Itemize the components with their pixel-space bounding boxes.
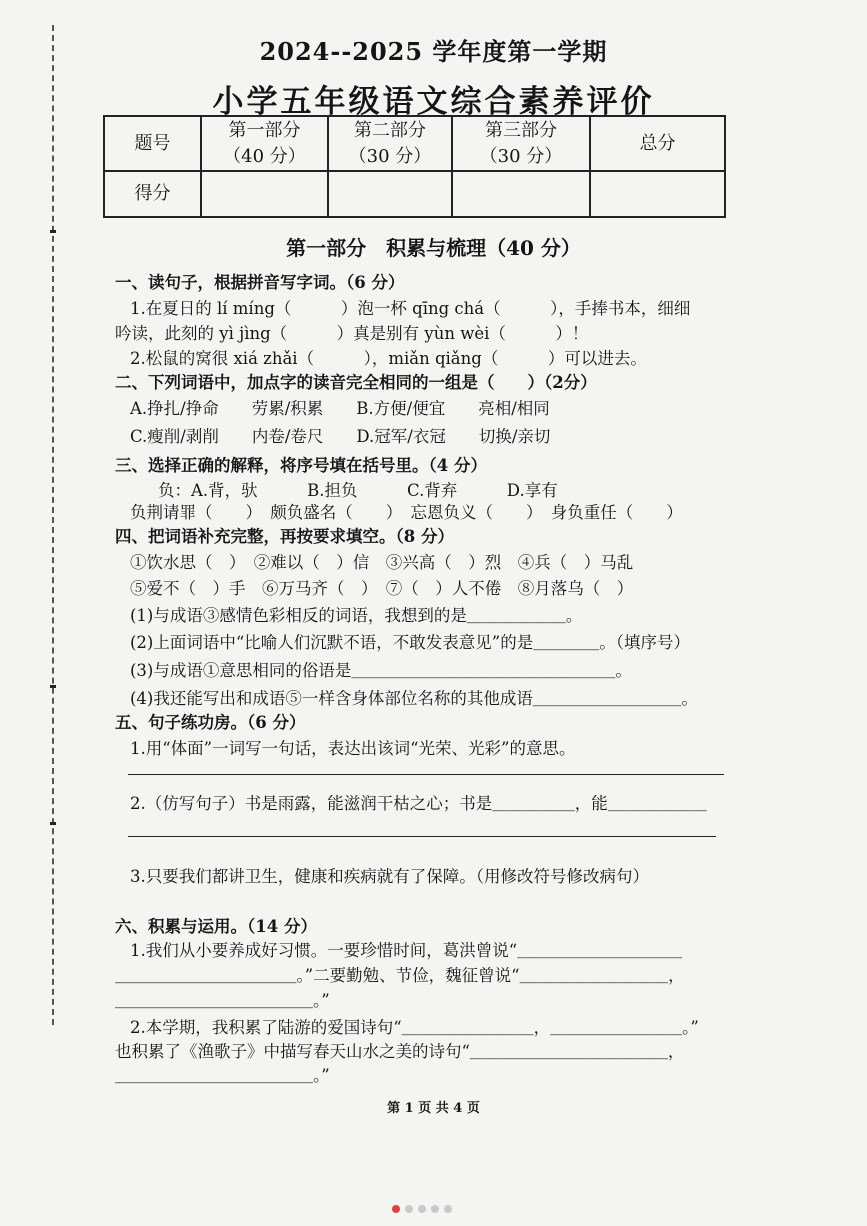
q1-line: 2.松鼠的窝很 xiá zhǎi（ ），miǎn qiǎng（ ）可以进去。 (130, 349, 647, 368)
score-cell-part3[interactable] (452, 171, 590, 217)
q4-subquestion: (3)与成语①意思相同的俗语是＿＿＿＿＿＿＿＿＿＿＿＿＿＿＿＿。 (130, 661, 632, 680)
q3-title: 三、选择正确的解释，将序号填在括号里。（4 分） (115, 456, 487, 475)
score-table-score-label: 得分 (104, 171, 201, 217)
q5-item: 1.用“体面”一词写一句话，表达出该词“光荣、光彩”的意思。 (130, 739, 576, 758)
q6-line: 1.我们从小要养成好习惯。一要珍惜时间，葛洪曾说“＿＿＿＿＿＿＿＿＿＿ (130, 941, 683, 960)
q3-definitions: 负：A.背，驮 B.担负 C.背弃 D.享有 (158, 481, 558, 500)
page-footer: 第 1 页 共 4 页 (387, 1101, 480, 1116)
q3-items: 负荆请罪（ ） 颇负盛名（ ） 忘恩负义（ ） 身负重任（ ） (130, 503, 683, 522)
q6-title: 六、积累与运用。（14 分） (115, 917, 317, 936)
section-title: 第一部分 积累与梳理（40 分） (286, 236, 581, 260)
q2-option-line: A.挣扎/挣命 劳累/积累 B.方便/便宜 亮相/相同 (130, 399, 550, 418)
binding-mark (50, 685, 56, 688)
q2-option-line: C.瘦削/剥削 内卷/卷尺 D.冠军/衣冠 切换/亲切 (130, 427, 551, 446)
q4-idiom-line: ⑤爱不（ ）手 ⑥万马齐（ ） ⑦（ ）人不倦 ⑧月落乌（ ） (130, 579, 634, 598)
answer-line[interactable] (128, 774, 724, 775)
q6-line: 2.本学期，我积累了陆游的爱国诗句“＿＿＿＿＿＿＿＿，＿＿＿＿＿＿＿＿。” (130, 1018, 699, 1037)
q2-title: 二、下列词语中，加点字的读音完全相同的一组是（ ）（2分） (115, 373, 597, 392)
page-dot[interactable] (444, 1205, 452, 1213)
score-cell-part1[interactable] (201, 171, 328, 217)
q5-title: 五、句子练功房。（6 分） (115, 713, 306, 732)
score-table-col-part3: 第三部分 （30 分） (452, 116, 590, 171)
q5-item: 3.只要我们都讲卫生，健康和疾病就有了保障。（用修改符号修改病句） (130, 867, 649, 886)
binding-mark (50, 822, 56, 825)
score-table-header-label: 题号 (104, 116, 201, 171)
page-dot[interactable] (431, 1205, 439, 1213)
q6-line: 也积累了《渔歌子》中描写春天山水之美的诗句“＿＿＿＿＿＿＿＿＿＿＿＿， (115, 1042, 685, 1061)
page-dot-active[interactable] (392, 1205, 400, 1213)
page-indicator[interactable] (392, 1198, 457, 1217)
score-cell-part2[interactable] (328, 171, 452, 217)
q1-line: 1.在夏日的 lí míng（ ）泡一杯 qīng chá（ ），手捧书本，细细 (130, 299, 691, 318)
q6-line: ＿＿＿＿＿＿＿＿＿＿＿＿。” (115, 1066, 330, 1085)
page-dot[interactable] (405, 1205, 413, 1213)
q4-subquestion: (1)与成语③感情色彩相反的词语，我想到的是＿＿＿＿＿＿。 (130, 606, 583, 625)
term-title: 2024--2025 学年度第一学期 (259, 37, 608, 66)
page-dot[interactable] (418, 1205, 426, 1213)
q4-idiom-line: ①饮水思（ ） ②难以（ ）信 ③兴高（ ）烈 ④兵（ ）马乱 (130, 553, 634, 572)
binding-dashed-line (52, 25, 54, 1025)
score-table-col-part2: 第二部分 （30 分） (328, 116, 452, 171)
answer-line[interactable] (128, 836, 716, 837)
score-table (103, 115, 726, 218)
q6-line: ＿＿＿＿＿＿＿＿＿＿＿。”二要勤勉、节俭，魏征曾说“＿＿＿＿＿＿＿＿＿， (115, 966, 685, 985)
q4-subquestion: (4)我还能写出和成语⑤一样含身体部位名称的其他成语＿＿＿＿＿＿＿＿＿。 (130, 689, 698, 708)
q1-line: 吟读，此刻的 yì jìng（ ）真是别有 yùn wèi（ ）！ (115, 324, 589, 343)
exam-title: 小学五年级语文综合素养评价 (212, 84, 655, 120)
q6-line: ＿＿＿＿＿＿＿＿＿＿＿＿。” (115, 991, 330, 1010)
q1-title: 一、读句子，根据拼音写字词。（6 分） (115, 273, 405, 292)
score-cell-total[interactable] (590, 171, 725, 217)
score-table-col-total: 总分 (590, 116, 725, 171)
score-table-col-part1: 第一部分 （40 分） (201, 116, 328, 171)
q4-subquestion: (2)上面词语中“比喻人们沉默不语，不敢发表意见”的是＿＿＿＿。（填序号） (130, 633, 690, 652)
q4-title: 四、把词语补充完整，再按要求填空。（8 分） (115, 527, 454, 546)
q5-item: 2.（仿写句子）书是雨露，能滋润干枯之心；书是＿＿＿＿＿，能＿＿＿＿＿＿ (130, 794, 707, 813)
